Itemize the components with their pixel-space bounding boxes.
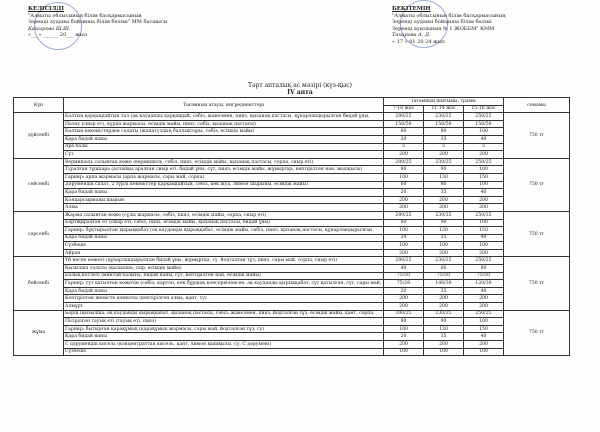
portion-15-18-cell: 150 — [464, 173, 504, 181]
portion-7-10-cell: 200 — [384, 196, 424, 204]
portion-15-18-cell: 100 — [464, 166, 504, 174]
approval-right-date: « 17 » 01 20 24 жыл — [392, 38, 445, 45]
dish-cell: Палау (сиыр ет), күріш жармасы, өсімдік майы, пияз, сәбіз, қызанақ пастасы) — [64, 120, 384, 128]
portion-15-18-cell: 200 — [464, 341, 504, 349]
dish-cell: Дәрумендік салат, 2 түрлі көкөністер қарқаңдайтын, сәбіз, көк жуа, лимон шырыны, өсімдік майы) — [64, 181, 384, 189]
table-row — [14, 272, 570, 280]
menu-table-body — [14, 113, 570, 356]
portion-11-14-cell: 200 — [424, 303, 464, 311]
portion-15-18-cell: 80 — [464, 265, 504, 273]
portion-11-14-cell: 230/25 — [424, 310, 464, 318]
dish-cell: Балық котлеті (минтай балығы, бидай наны, сүт, кептірілген нан, өсімдік майы) — [64, 272, 384, 280]
portion-7-10-cell: 80 — [384, 166, 424, 174]
portion-11-14-cell: 200 — [424, 341, 464, 349]
menu-table — [13, 97, 570, 356]
portion-7-10-cell: 20 — [384, 234, 424, 242]
portion-15-18-cell: 40 — [464, 189, 504, 197]
portion-11-14-cell: 90 — [424, 166, 464, 174]
portion-15-18-cell: 40 — [464, 333, 504, 341]
dish-cell: Қызылша салаты (қызылша, сыр, өсімдік майы) — [64, 265, 384, 273]
table-row — [14, 219, 570, 227]
dish-cell: Қара бидай наны — [64, 333, 384, 341]
table-row — [14, 113, 570, 121]
price-cell: 750 тг — [504, 158, 570, 211]
table-row — [14, 280, 570, 288]
dish-cell: Борщ (қызылша, ақ кауданды қырыққабат, қызанақ пастасы, сәбіз, жакелмен, пияз, йодталған тұз, өсімдік майы, қант, сорпа, — [64, 310, 384, 318]
table-row — [14, 333, 570, 341]
table-row — [14, 196, 570, 204]
header-age-7-10: 7-10 жас — [384, 105, 424, 113]
dish-cell: Бәртіқиралған ет (сиыр еті, сәбіз, пияз, өсімдік майы, қызанақ пастасы, бидай ұны) — [64, 219, 384, 227]
approval-left-line: "Алматы облысының білім басқармасының — [28, 12, 142, 19]
portion-11-14-cell: 80 — [424, 181, 464, 189]
day-cell: дүйсенбі — [14, 113, 64, 159]
header-portion: тағамның шығымы, грамм — [384, 98, 504, 106]
table-row — [14, 303, 570, 311]
header-dish: Тағамның атауы, ингредиенттері — [64, 98, 384, 113]
portion-11-14-cell: 106/30 — [424, 280, 464, 288]
dish-cell: Кондарсырмаңы шырын — [64, 196, 384, 204]
table-row — [14, 135, 570, 143]
portion-15-18-cell: 100 — [464, 348, 504, 356]
day-cell: сейсенбі — [14, 158, 64, 211]
portion-7-10-cell: 200 — [384, 151, 424, 159]
portion-15-18-cell: 200 — [464, 303, 504, 311]
approval-left-heading: КЕЛІСІЛДІ — [28, 6, 64, 12]
dish-cell: Туралған тұшпара (алтапқы аралған сиыр еті, бидай ұны, сүт, пияз, өсімдік майы, жұмыртқа, кептірілген нан, жылқысы) — [64, 166, 384, 174]
portion-11-14-cell: 200 — [424, 196, 464, 204]
portion-11-14-cell: 130 — [424, 173, 464, 181]
portion-11-14-cell: 200 — [424, 151, 464, 159]
portion-11-14-cell: 100 — [424, 348, 464, 356]
portion-15-18-cell: 250/25 — [464, 113, 504, 121]
day-cell: жұма — [14, 310, 64, 356]
header-price: сомамы — [504, 98, 570, 113]
portion-7-10-cell: 200 — [384, 295, 424, 303]
table-row — [14, 287, 570, 295]
table-row — [14, 249, 570, 257]
approval-left-date: «___» ______ 20___ жыл — [28, 32, 88, 38]
table-row — [14, 257, 570, 265]
portion-7-10-cell: 100 — [384, 242, 424, 250]
price-cell: 750 тг — [504, 310, 570, 356]
portion-11-14-cell: 35 — [424, 333, 464, 341]
portion-15-18-cell: 200 — [464, 295, 504, 303]
portion-15-18-cell: 40 — [464, 135, 504, 143]
table-row — [14, 348, 570, 356]
portion-11-14-cell: 230/25 — [424, 211, 464, 219]
portion-15-18-cell: 120/30 — [464, 280, 504, 288]
portion-7-10-cell: 150/50 — [384, 120, 424, 128]
table-row — [14, 265, 570, 273]
dish-cell: Жарма салынған көже (сұлы жармасы, сәбіз, пияз, өсімдік майы, сорпа, сиыр еті) — [64, 211, 384, 219]
portion-11-14-cell: 200 — [424, 204, 464, 212]
portion-11-14-cell: 35 — [424, 189, 464, 197]
approval-right-line: "Алматы облысының білім басқармасының — [392, 12, 506, 19]
portion-7-10-cell: 200 — [384, 204, 424, 212]
portion-11-14-cell: 80 — [424, 128, 464, 136]
portion-15-18-cell: 200 — [464, 151, 504, 159]
portion-15-18-cell: 250/25 — [464, 310, 504, 318]
dish-cell: Қара бидай наны — [64, 135, 384, 143]
table-row — [14, 318, 570, 326]
portion-7-10-cell: 200/25 — [384, 310, 424, 318]
table-row — [14, 181, 570, 189]
approval-right-line: Зеренді ауданы бойынша білім бөлімі — [392, 19, 492, 25]
portion-7-10-cell: 60 — [384, 128, 424, 136]
portion-11-14-cell: 35 — [424, 287, 464, 295]
dish-cell: Сүзбеше — [64, 242, 384, 250]
dish-cell: Алма — [64, 204, 384, 212]
table-row — [14, 295, 570, 303]
header-day: Күн — [14, 98, 64, 113]
table-row — [14, 341, 570, 349]
dish-cell: Алмұрт — [64, 303, 384, 311]
portion-11-14-cell: 75/50 — [424, 272, 464, 280]
portion-7-10-cell: 200/25 — [384, 158, 424, 166]
dish-cell: Балтың көкөністерден салаты (жаңатуздың баллықтары, сәбіз, өсімдік майы) — [64, 128, 384, 136]
portion-11-14-cell: 100 — [424, 242, 464, 250]
table-row — [14, 143, 570, 151]
approval-right-line: Зеренді ауылының № 1 ЖОББМ" КММ — [392, 25, 495, 32]
portion-15-18-cell: 5 — [464, 143, 504, 151]
portion-15-18-cell: 200 — [464, 196, 504, 204]
portion-15-18-cell: 100 — [464, 242, 504, 250]
portion-7-10-cell: 60 — [384, 181, 424, 189]
price-cell: 750 тг — [504, 257, 570, 310]
dish-cell: Ара балы — [64, 143, 384, 151]
table-row — [14, 166, 570, 174]
table-row — [14, 189, 570, 197]
portion-15-18-cell: 150 — [464, 325, 504, 333]
portion-11-14-cell: 130 — [424, 325, 464, 333]
header-age-15-18: 15-18 жас — [464, 105, 504, 113]
dish-cell: Вермишель салынған көже (вермишель, сәбіз, пияз, өсімдік майы, қызанақ пастасы, сорпа, сиыр еті) — [64, 158, 384, 166]
portion-11-14-cell: 230/25 — [424, 158, 464, 166]
portion-15-18-cell: 250/25 — [464, 158, 504, 166]
portion-7-10-cell: 80 — [384, 219, 424, 227]
table-row — [14, 227, 570, 235]
portion-11-14-cell: 200 — [424, 295, 464, 303]
dish-cell: Пісірілген тауық еті (тауық еті, пияз) — [64, 318, 384, 326]
portion-15-18-cell: 100 — [464, 181, 504, 189]
approval-right-heading: БЕКІТЕМІН — [392, 6, 431, 12]
dish-cell: Гарнир: бытырған қарақұмық (қарақұмық жармасы, сары май, йодталған тұз, су) — [64, 325, 384, 333]
dish-cell: Гарнир: арпа жармасы (арпа жармасы, сары май, сорпа) — [64, 173, 384, 181]
portion-7-10-cell: 100 — [384, 348, 424, 356]
portion-15-18-cell: 200 — [464, 249, 504, 257]
approval-left-line: Зеренді ауданы бойынша білім бөлімі" ММ басшысы — [28, 19, 168, 25]
portion-11-14-cell: 150/50 — [424, 120, 464, 128]
dish-cell: С дәрумендік кисель (концентраттан кисель, қант, лимон қышқылы, су, С дәрумені) — [64, 341, 384, 349]
approval-left-signature: Қайырова Ш.Ш. — [28, 25, 71, 32]
portion-7-10-cell: 20 — [384, 333, 424, 341]
table-row — [14, 128, 570, 136]
price-cell: 750 тг — [504, 113, 570, 159]
table-row — [14, 234, 570, 242]
dish-cell: Қара бидай наны — [64, 189, 384, 197]
portion-7-10-cell: 80 — [384, 318, 424, 326]
portion-15-18-cell: 40 — [464, 287, 504, 295]
table-row — [14, 310, 570, 318]
approval-right-signature: Тахирова А. Д. — [392, 32, 431, 38]
table-row — [14, 173, 570, 181]
portion-7-10-cell: 100 — [384, 173, 424, 181]
dish-cell: Балтың қарқаңдайтын тал (ақ кауданды қарқаңдай, сәбіз, жакелмен, пияз, қызанақ пастасы, құнарландырылған бидай ұны, — [64, 113, 384, 121]
portion-11-14-cell: 35 — [424, 234, 464, 242]
portion-11-14-cell: 230/25 — [424, 257, 464, 265]
menu-week: IV апта — [287, 89, 313, 96]
price-cell: 750 тг — [504, 211, 570, 257]
portion-7-10-cell: 75/26 — [384, 280, 424, 288]
portion-15-18-cell: 100 — [464, 128, 504, 136]
portion-15-18-cell: 100 — [464, 219, 504, 227]
day-cell: бейсенбі — [14, 257, 64, 310]
dish-cell: Сүзбеше — [64, 348, 384, 356]
table-row — [14, 325, 570, 333]
portion-11-14-cell: 5 — [424, 143, 464, 151]
portion-7-10-cell: 5 — [384, 143, 424, 151]
table-row — [14, 242, 570, 250]
approval-block-right — [392, 6, 552, 45]
menu-title: Тәрт апталық ас мәзірі (күз-қыс) — [247, 82, 353, 89]
dish-cell: Үй кеспе көжесі (құнарландырылған бидай ұны, жұмыртқа, су, йодталған тұз, пияз, сары май, сорпа, сиыр еті) — [64, 257, 384, 265]
portion-7-10-cell: 200/25 — [384, 211, 424, 219]
table-row — [14, 204, 570, 212]
portion-7-10-cell: 200 — [384, 341, 424, 349]
portion-7-10-cell: 200 — [384, 249, 424, 257]
dish-cell: Кептірілген жемісте компоты (кептірілген алма, қант, су) — [64, 295, 384, 303]
portion-7-10-cell: 200/25 — [384, 113, 424, 121]
portion-7-10-cell: 20 — [384, 189, 424, 197]
portion-7-10-cell: 100 — [384, 227, 424, 235]
portion-15-18-cell: 100 — [464, 318, 504, 326]
portion-15-18-cell: 75/50 — [464, 272, 504, 280]
portion-11-14-cell: 200 — [424, 249, 464, 257]
portion-11-14-cell: 60 — [424, 265, 464, 273]
dish-cell: Гарнир: сүт қатылған көжетін (сәбіз, картоп, көк бұршақ консервіленген, ақ кауданды қырыққабат, сүт қатылған, сүт, сары май, — [64, 280, 384, 288]
dish-cell: Қара бидай наны — [64, 234, 384, 242]
portion-15-18-cell: 150/50 — [464, 120, 504, 128]
portion-11-14-cell: 90 — [424, 219, 464, 227]
dish-cell: Қара бидай наны — [64, 287, 384, 295]
dish-cell: Айран — [64, 249, 384, 257]
dish-cell: Сүт — [64, 151, 384, 159]
table-header-row — [14, 98, 570, 106]
portion-15-18-cell: 250/25 — [464, 211, 504, 219]
table-row — [14, 151, 570, 159]
portion-7-10-cell: 20 — [384, 135, 424, 143]
portion-7-10-cell: 100 — [384, 325, 424, 333]
table-row — [14, 211, 570, 219]
header-age-11-14: 11-14 жас — [424, 105, 464, 113]
portion-11-14-cell: 35 — [424, 135, 464, 143]
table-row — [14, 158, 570, 166]
portion-7-10-cell: 200 — [384, 303, 424, 311]
dish-cell: Гарнир: бұқтырылған қырыққабат (ақ кауданды қырыққабат, өсімдік майы, сәбіз, пияз, қызанақ пастасы, құнарландырылған — [64, 227, 384, 235]
portion-11-14-cell: 90 — [424, 318, 464, 326]
portion-7-10-cell: 40 — [384, 265, 424, 273]
portion-15-18-cell: 40 — [464, 234, 504, 242]
approval-block-left — [28, 6, 178, 39]
table-row — [14, 120, 570, 128]
portion-11-14-cell: 130 — [424, 227, 464, 235]
portion-7-10-cell: 20 — [384, 287, 424, 295]
portion-7-10-cell: 200/25 — [384, 257, 424, 265]
portion-15-18-cell: 200 — [464, 204, 504, 212]
portion-15-18-cell: 250/25 — [464, 257, 504, 265]
portion-7-10-cell: 75/50 — [384, 272, 424, 280]
portion-15-18-cell: 150 — [464, 227, 504, 235]
day-cell: сәрсенбі — [14, 211, 64, 257]
portion-11-14-cell: 230/25 — [424, 113, 464, 121]
